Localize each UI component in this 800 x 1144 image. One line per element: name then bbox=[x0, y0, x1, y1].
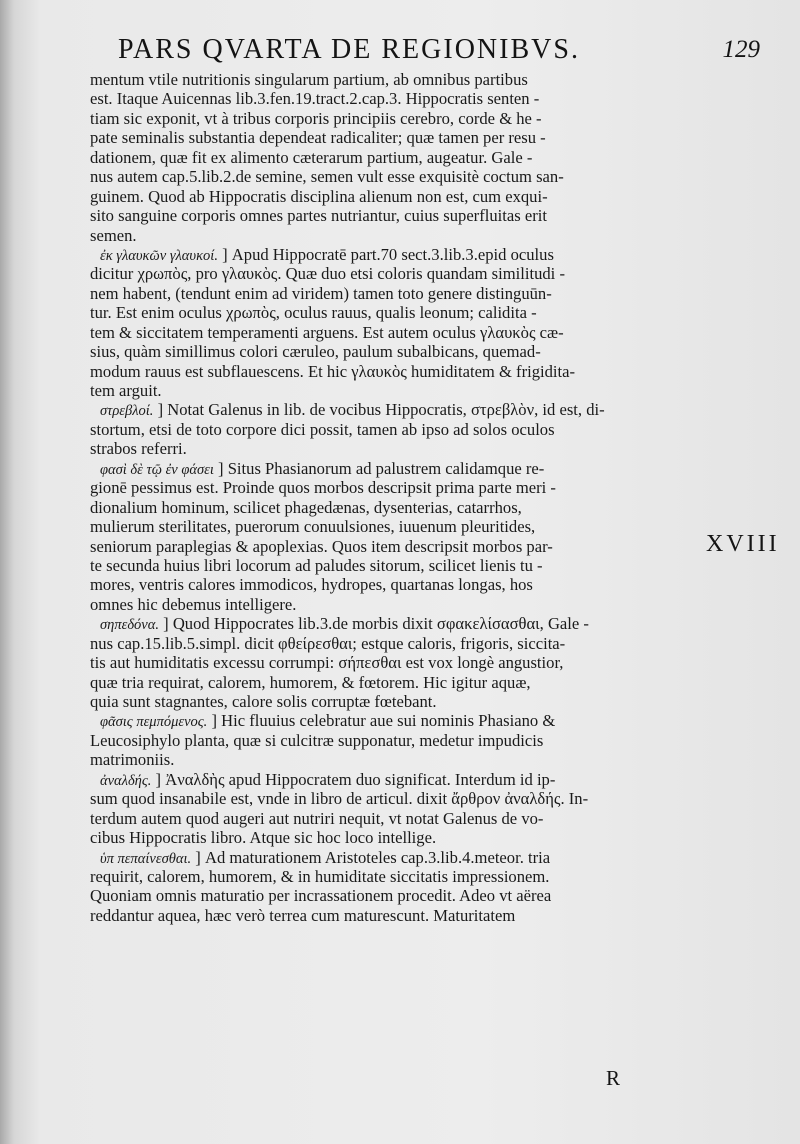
text-line bbox=[90, 459, 704, 478]
line-text: te secunda huius libri locorum ad paludes sitorum, scilicet lienis tu - bbox=[90, 555, 543, 575]
text-line bbox=[90, 148, 704, 167]
text-line bbox=[90, 381, 704, 400]
line-text: tis aut humiditatis excessu corrumpi: σήπεσθαι est vox longè angustior, bbox=[90, 653, 564, 673]
page-number: 129 bbox=[722, 36, 760, 63]
line-text: tur. Est enim oculus χρωπὸς, oculus rauus, qualis leonum; calidita - bbox=[90, 303, 537, 323]
text-line bbox=[90, 517, 704, 536]
line-text: dationem, quæ fit ex alimento cæterarum partium, augeatur. Gale - bbox=[90, 147, 533, 167]
line-text: tem & siccitatem temperamenti arguens. Est autem oculus γλαυκὸς cæ- bbox=[90, 322, 564, 342]
line-text: mulierum sterilitates, puerorum conuulsiones, iuuenum pleuritides, bbox=[90, 517, 536, 537]
body-text bbox=[90, 70, 704, 925]
text-line bbox=[90, 206, 704, 225]
text-line bbox=[90, 692, 704, 711]
line-text: dionalium hominum, scilicet phagedænas, dysenterias, catarrhos, bbox=[90, 497, 522, 517]
text-line bbox=[90, 109, 704, 128]
line-text: mentum vtile nutritionis singularum partium, ab omnibus partibus bbox=[90, 70, 528, 89]
line-text: requirit, calorem, humorem, & in humiditate siccitatis impressionem. bbox=[90, 866, 550, 886]
line-text: quæ tria requirat, calorem, humorem, & fœtorem. Hic igitur aquæ, bbox=[90, 672, 531, 692]
line-text: nus autem cap.5.lib.2.de semine, semen vult esse exquisitè coctum san- bbox=[90, 167, 564, 187]
line-text: ] Quod Hippocrates lib.3.de morbis dixit σφακελίσασθαι, Gale - bbox=[163, 614, 589, 634]
text-line bbox=[90, 711, 704, 730]
line-text: pate seminalis substantia dependeat radicaliter; quæ tamen per resu - bbox=[90, 128, 546, 148]
greek-lemma: ὑπ πεπαίνεσθαι. bbox=[100, 850, 192, 867]
text-line bbox=[90, 828, 704, 847]
greek-lemma: φᾶσις πεμπόμενος. bbox=[100, 714, 208, 731]
line-text: omnes hic debemus intelligere. bbox=[90, 594, 297, 614]
text-line bbox=[90, 245, 704, 264]
text-line bbox=[90, 498, 704, 517]
line-text: seniorum paraplegias & apoplexias. Quos item descripsit morbos par- bbox=[90, 536, 553, 556]
text-line bbox=[90, 537, 704, 556]
line-text: ] Notat Galenus in lib. de vocibus Hippocratis, στρεβλὸν, id est, di- bbox=[157, 400, 605, 420]
line-text: modum rauus est subflauescens. Et hic γλαυκὸς humiditatem & frigidita- bbox=[90, 361, 576, 381]
line-text: cibus Hippocratis libro. Atque sic hoc loco intellige. bbox=[90, 828, 437, 848]
text-line bbox=[90, 70, 704, 89]
text-line bbox=[90, 439, 704, 458]
text-line bbox=[90, 342, 704, 361]
text-line bbox=[90, 809, 704, 828]
line-text: matrimoniis. bbox=[90, 750, 175, 770]
text-line bbox=[90, 128, 704, 147]
line-text: ] Ἀναλδὴς apud Hippocratem duo significat. Interdum id ip- bbox=[155, 769, 556, 789]
text-line bbox=[90, 750, 704, 769]
text-line bbox=[90, 770, 704, 789]
text-line bbox=[90, 595, 704, 614]
text-line bbox=[90, 867, 704, 886]
text-line bbox=[90, 886, 704, 905]
line-text: sius, quàm simillimus colori cæruleo, paulum subalbicans, quemad- bbox=[90, 342, 541, 362]
text-line bbox=[90, 478, 704, 497]
text-line bbox=[90, 226, 704, 245]
line-text: ] Hic fluuius celebratur aue sui nominis Phasiano & bbox=[211, 711, 556, 731]
line-text: nem habent, (tendunt enim ad viridem) tamen toto genere distinguūn- bbox=[90, 283, 552, 303]
text-line bbox=[90, 362, 704, 381]
line-text: est. Itaque Auicennas lib.3.fen.19.tract.2.cap.3. Hippocratis senten - bbox=[90, 89, 540, 109]
line-text: tem arguit. bbox=[90, 381, 162, 400]
line-text: reddantur aquea, hæc verò terrea cum maturescunt. Maturitatem bbox=[90, 905, 516, 925]
greek-lemma: φασὶ δὲ τῷ ἐν φάσει bbox=[100, 461, 214, 478]
greek-lemma: στρεβλοί. bbox=[100, 403, 154, 420]
line-text: terdum autem quod augeri aut nutriri nequit, vt notat Galenus de vo- bbox=[90, 808, 544, 828]
text-line bbox=[90, 614, 704, 633]
text-line bbox=[90, 789, 704, 808]
line-text: sum quod insanabile est, vnde in libro de articul. dixit ἄρθρον ἀναλδής. In- bbox=[90, 789, 589, 809]
line-text: dicitur χρωπὸς, pro γλαυκὸς. Quæ duo etsi coloris quandam similitudi - bbox=[90, 264, 565, 284]
running-title: PARS QVARTA DE REGIONIBVS. bbox=[118, 34, 580, 65]
text-line bbox=[90, 167, 704, 186]
text-line bbox=[90, 284, 704, 303]
line-text: tiam sic exponit, vt à tribus corporis principiis cerebro, corde & he - bbox=[90, 108, 542, 128]
line-text: gionē pessimus est. Proinde quos morbos descripsit prima parte meri - bbox=[90, 478, 556, 498]
line-text: mores, ventris calores immodicos, hydropes, quartanas longas, hos bbox=[90, 575, 533, 595]
margin-section-number: XVIII bbox=[706, 531, 780, 557]
line-text: ] Ad maturationem Aristoteles cap.3.lib.4.meteor. tria bbox=[195, 847, 551, 867]
line-text: Quoniam omnis maturatio per incrassationem procedit. Adeo vt aërea bbox=[90, 886, 552, 906]
running-head bbox=[118, 34, 760, 70]
line-text: sito sanguine corporis omnes partes nutriantur, cuius superfluitas erit bbox=[90, 206, 547, 226]
text-line bbox=[90, 303, 704, 322]
line-text: semen. bbox=[90, 225, 137, 245]
text-line bbox=[90, 323, 704, 342]
text-line bbox=[90, 731, 704, 750]
text-line bbox=[90, 634, 704, 653]
text-line bbox=[90, 673, 704, 692]
line-text: ] Apud Hippocratē part.70 sect.3.lib.3.epid oculus bbox=[222, 244, 554, 264]
greek-lemma: ἐκ γλαυκῶν γλαυκοί. bbox=[100, 247, 218, 264]
greek-lemma: ἀναλδής. bbox=[100, 772, 152, 789]
line-text: ] Situs Phasianorum ad palustrem calidamque re- bbox=[218, 458, 545, 478]
text-line bbox=[90, 653, 704, 672]
line-text: nus cap.15.lib.5.simpl. dicit φθείρεσθαι; estque caloris, frigoris, siccita- bbox=[90, 633, 566, 653]
line-text: stortum, etsi de toto corpore dici possit, tamen ab ipso ad solos oculos bbox=[90, 419, 555, 439]
text-line bbox=[90, 848, 704, 867]
text-line bbox=[90, 89, 704, 108]
text-line bbox=[90, 575, 704, 594]
text-line bbox=[90, 400, 704, 419]
text-line bbox=[90, 264, 704, 283]
greek-lemma: σηπεδόνα. bbox=[100, 617, 159, 634]
text-line bbox=[90, 556, 704, 575]
text-line bbox=[90, 187, 704, 206]
line-text: strabos referri. bbox=[90, 439, 187, 459]
text-line bbox=[90, 906, 704, 925]
text-line bbox=[90, 420, 704, 439]
line-text: quia sunt stagnantes, calore solis corruptæ fœtebant. bbox=[90, 692, 437, 711]
catchword: R bbox=[606, 1066, 621, 1090]
line-text: guinem. Quod ab Hippocratis disciplina alienum non est, cum exqui- bbox=[90, 186, 548, 206]
line-text: Leucosiphylo planta, quæ si culcitræ supponatur, medetur impudicis bbox=[90, 730, 544, 750]
